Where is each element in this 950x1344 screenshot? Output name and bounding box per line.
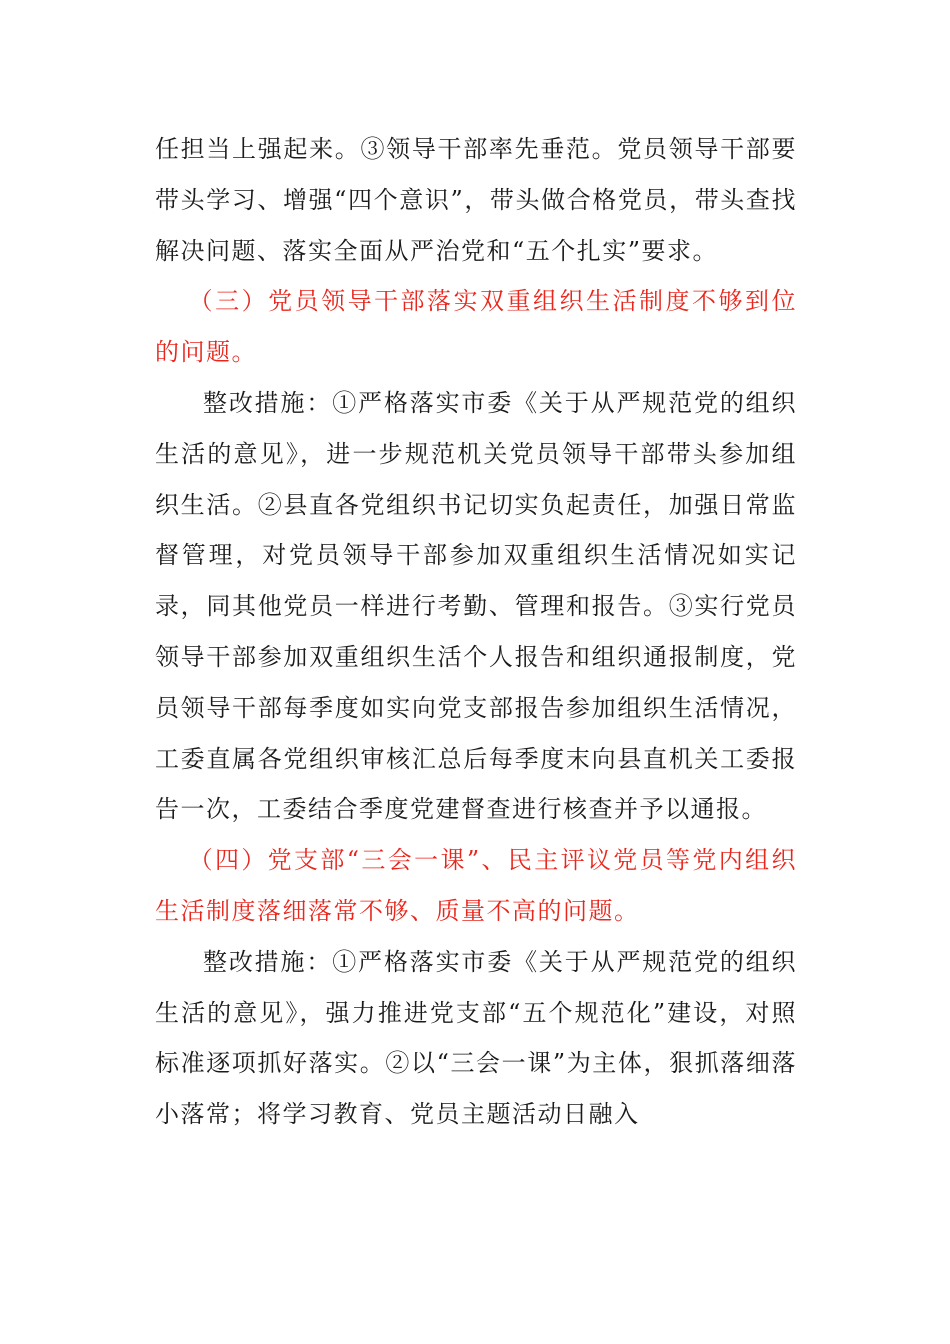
section-heading-three: （三）党员领导干部落实双重组织生活制度不够到位的问题。: [155, 287, 797, 367]
document-body: [155, 124, 797, 1140]
body-paragraph-continuation: 任担当上强起来。③领导干部率先垂范。党员领导干部要带头学习、增强“四个意识”，带头做合格党员，带头查找解决问题、落实全面从严治党和“五个扎实”要求。: [155, 135, 797, 265]
body-paragraph-measures-four: 整改措施：①严格落实市委《关于从严规范党的组织生活的意见》，强力推进党支部“五个规范化”建设，对照标准逐项抓好落实。②以“三会一课”为主体，狠抓落细落小落常；将学习教育、党员主题活动日融入: [155, 947, 797, 1129]
section-heading-four: （四）党支部“三会一课”、民主评议党员等党内组织生活制度落细落常不够、质量不高的问题。: [155, 846, 797, 925]
body-paragraph-measures-three: 整改措施：①严格落实市委《关于从严规范党的组织生活的意见》，进一步规范机关党员领导干部带头参加组织生活。②县直各党组织书记切实负起责任，加强日常监督管理，对党员领导干部参加双重组织生活情况如实记录，同其他党员一样进行考勤、管理和报告。③实行党员领导干部参加双重组织生活个人报告和组织通报制度，党员领导干部每季度如实向党支部报告参加组织生活情况，工委直属各党组织审核汇总后每季度末向县直机关工委报告一次，工委结合季度党建督查进行核查并予以通报。: [155, 388, 797, 824]
